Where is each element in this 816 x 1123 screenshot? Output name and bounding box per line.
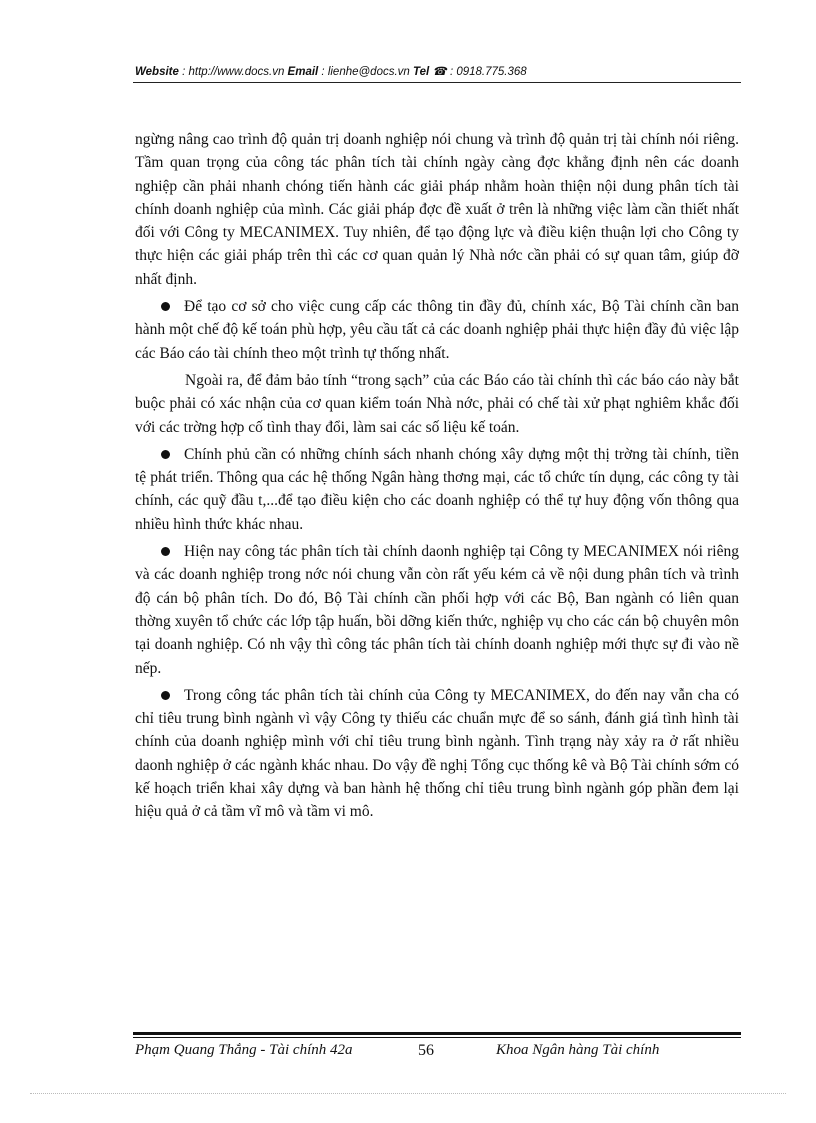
paragraph-text: Trong công tác phân tích tài chính của Công ty MECANIMEX, do đến nay vẫn cha có chỉ tiêu trung bình ngành vì vậy Công ty thiếu các chuẩn mực để so sánh, đánh giá tình hình tài chính của doanh nghiệp mình với chỉ tiêu trung bình ngành. Tình trạng này xảy ra ở rất nhiều daonh nghiệp ở các ngành khác nhau. Do vậy đề nghị Tổng cục thống kê và Bộ Tài chính sớm có kế hoạch triển khai xây dựng và ban hành hệ thống chỉ tiêu trung bình ngành góp phần đem lại hiệu quả ở cả tầm vĩ mô và tầm vi mô.: [135, 686, 739, 821]
page-edge-divider: [30, 1093, 786, 1094]
tel-label: Tel: [413, 66, 430, 78]
paragraph-5: [135, 540, 739, 680]
paragraph-1: [135, 128, 739, 291]
email-label: Email: [287, 66, 319, 78]
footer-faculty: Khoa Ngân hàng Tài chính: [496, 1042, 660, 1058]
bullet-icon: [161, 450, 170, 459]
paragraph-4: [135, 443, 739, 536]
bullet-icon: [161, 547, 170, 556]
paragraph-3: [135, 369, 739, 439]
phone-icon: ☎: [432, 66, 447, 78]
paragraph-6: [135, 684, 739, 824]
website-value: : http://www.docs.vn: [178, 66, 288, 78]
bullet-icon: [161, 302, 170, 311]
tel-value: : 0918.775.368: [446, 66, 527, 78]
paragraph-2: [135, 295, 739, 365]
bullet-icon: [161, 691, 170, 700]
paragraph-text: Chính phủ cần có những chính sách nhanh chóng xây dựng một thị trờng tài chính, tiền tệ phát triển. Thông qua các hệ thống Ngân hàng thơng mại, các tổ chức tín dụng, các công ty tài chính, các quỹ đầu t,...để tạo điều kiện cho các doanh nghiệp có thể tự huy động vốn thông qua nhiều hình thức khác nhau.: [135, 445, 739, 533]
footer-rule-thin: [133, 1037, 741, 1038]
paragraph-text: Ngoài ra, để đảm bảo tính “trong sạch” của các Báo cáo tài chính thì các báo cáo này bắt buộc phải có xác nhận của cơ quan kiểm toán Nhà nớc, phải có chế tài xử phạt nghiêm khắc đối với các trờng hợp cố tình thay đổi, làm sai các số liệu kế toán.: [135, 371, 739, 436]
footer-author: Phạm Quang Thắng - Tài chính 42a: [135, 1042, 353, 1058]
header-rule: [133, 82, 741, 83]
website-label: Website: [135, 66, 179, 78]
page-header: [135, 64, 745, 78]
footer-rule-thick: [133, 1032, 741, 1035]
paragraph-text: ngừng nâng cao trình độ quản trị doanh nghiệp nói chung và trình độ quản trị tài chính nói riêng. Tầm quan trọng của công tác phân tích tài chính ngày càng đợc khẳng định nên các doanh nghiệp cần phải nhanh chóng tiến hành các giải pháp nhằm hoàn thiện nội dung phân tích tài chính doanh nghiệp của mình. Các giải pháp đợc đề xuất ở trên là những việc làm cần thiết nhất đối với Công ty MECANIMEX. Tuy nhiên, để tạo động lực và điều kiện thuận lợi cho Công ty thực hiện các giải pháp trên thì các cơ quan quản lý Nhà nớc cần phải có sự quan tâm, giúp đỡ nhất định.: [135, 131, 739, 288]
paragraph-text: Để tạo cơ sở cho việc cung cấp các thông tin đầy đủ, chính xác, Bộ Tài chính cần ban hành một chế độ kế toán phù hợp, yêu cầu tất cả các doanh nghiệp phải thực hiện đầy đủ việc lập các Báo cáo tài chính theo một trình tự thống nhất.: [135, 298, 739, 362]
page-number: 56: [418, 1042, 434, 1059]
paragraph-text: Hiện nay công tác phân tích tài chính daonh nghiệp tại Công ty MECANIMEX nói riêng và các doanh nghiệp trong nớc nói chung vẫn còn rất yếu kém cả về nội dung phân tích và trình độ cán bộ phân tích. Do đó, Bộ Tài chính cần phối hợp với các Bộ, Ban ngành có liên quan thờng xuyên tổ chức các lớp tập huấn, bồi dỡng kiến thức, nghiệp vụ cho các cán bộ chuyên môn tại doanh nghiệp. Có nh vậy thì công tác phân tích tài chính doanh nghiệp mới thực sự đi vào nề nếp.: [135, 543, 739, 677]
document-body: [135, 128, 739, 828]
email-value: : lienhe@docs.vn: [318, 66, 414, 78]
